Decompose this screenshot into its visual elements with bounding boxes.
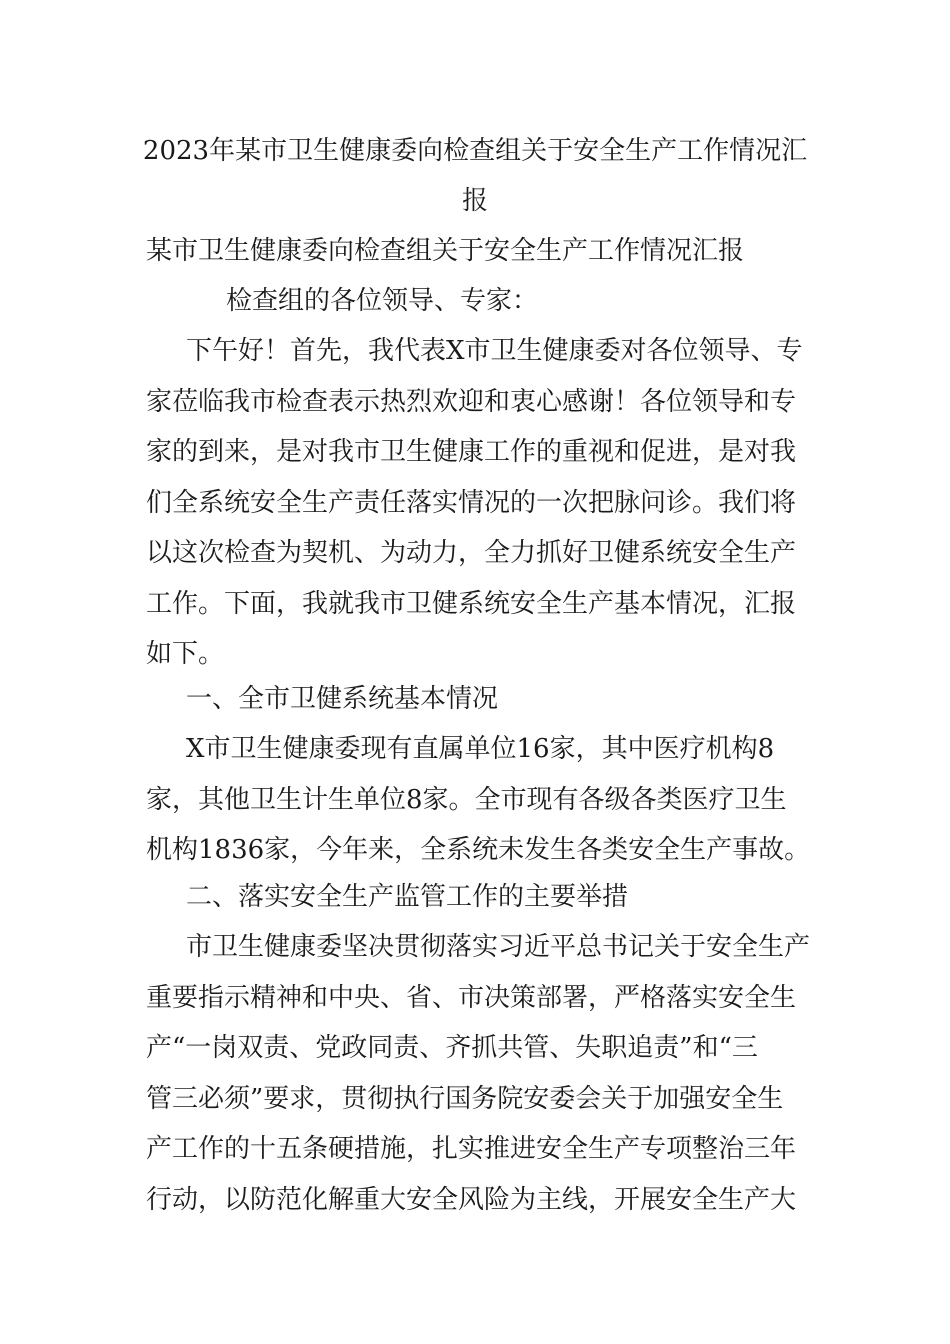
section-heading-1: 一、全市卫健系统基本情况 <box>186 684 499 714</box>
paragraph-line: 家莅临我市检查表示热烈欢迎和衷心感谢！各位领导和专 <box>146 386 797 417</box>
paragraph-measures <box>146 922 826 1225</box>
paragraph-line: 产“一岗双责、党政同责、齐抓共管、失职追责”和“三 <box>146 1033 758 1063</box>
document-title-line-2: 报 <box>461 186 488 216</box>
paragraph-line: 机构1836家，今年来，全系统未发生各类安全生产事故。 <box>146 835 811 865</box>
document-title-line-1: 2023年某市卫生健康委向检查组关于安全生产工作情况汇 <box>142 136 808 166</box>
paragraph-line: 家的到来，是对我市卫生健康工作的重视和促进，是对我 <box>146 437 797 467</box>
paragraph-line: 市卫生健康委坚决贯彻落实习近平总书记关于安全生产 <box>186 932 811 962</box>
paragraph-line: 以这次检查为契机、为动力，全力抓好卫健系统安全生产 <box>146 538 797 568</box>
paragraph-line: 重要指示精神和中央、省、市决策部署，严格落实安全生 <box>146 982 797 1013</box>
paragraph-line: 管三必须”要求，贯彻执行国务院安委会关于加强安全生 <box>146 1083 784 1114</box>
paragraph-greeting <box>146 326 826 680</box>
paragraph-line: 家，其他卫生计生单位8家。全市现有各级各类医疗卫生 <box>146 784 787 815</box>
paragraph-basic-info <box>146 724 826 876</box>
paragraph-line: 们全系统安全生产责任落实情况的一次把脉问诊。我们将 <box>146 487 797 518</box>
paragraph-line: 下午好！首先，我代表X市卫生健康委对各位领导、专 <box>186 336 803 366</box>
document-subtitle: 某市卫生健康委向检查组关于安全生产工作情况汇报 <box>146 236 745 266</box>
paragraph-line: 如下。 <box>146 639 225 669</box>
paragraph-line: 行动，以防范化解重大安全风险为主线，开展安全生产大 <box>146 1184 797 1215</box>
paragraph-line: 产工作的十五条硬措施，扎实推进安全生产专项整治三年 <box>146 1134 797 1164</box>
paragraph-line: X市卫生健康委现有直属单位16家，其中医疗机构8 <box>186 734 775 764</box>
paragraph-line: 工作。下面，我就我市卫健系统安全生产基本情况，汇报 <box>146 588 797 619</box>
section-heading-2: 二、落实安全生产监管工作的主要举措 <box>186 882 629 912</box>
salutation: 检查组的各位领导、专家： <box>226 286 539 316</box>
